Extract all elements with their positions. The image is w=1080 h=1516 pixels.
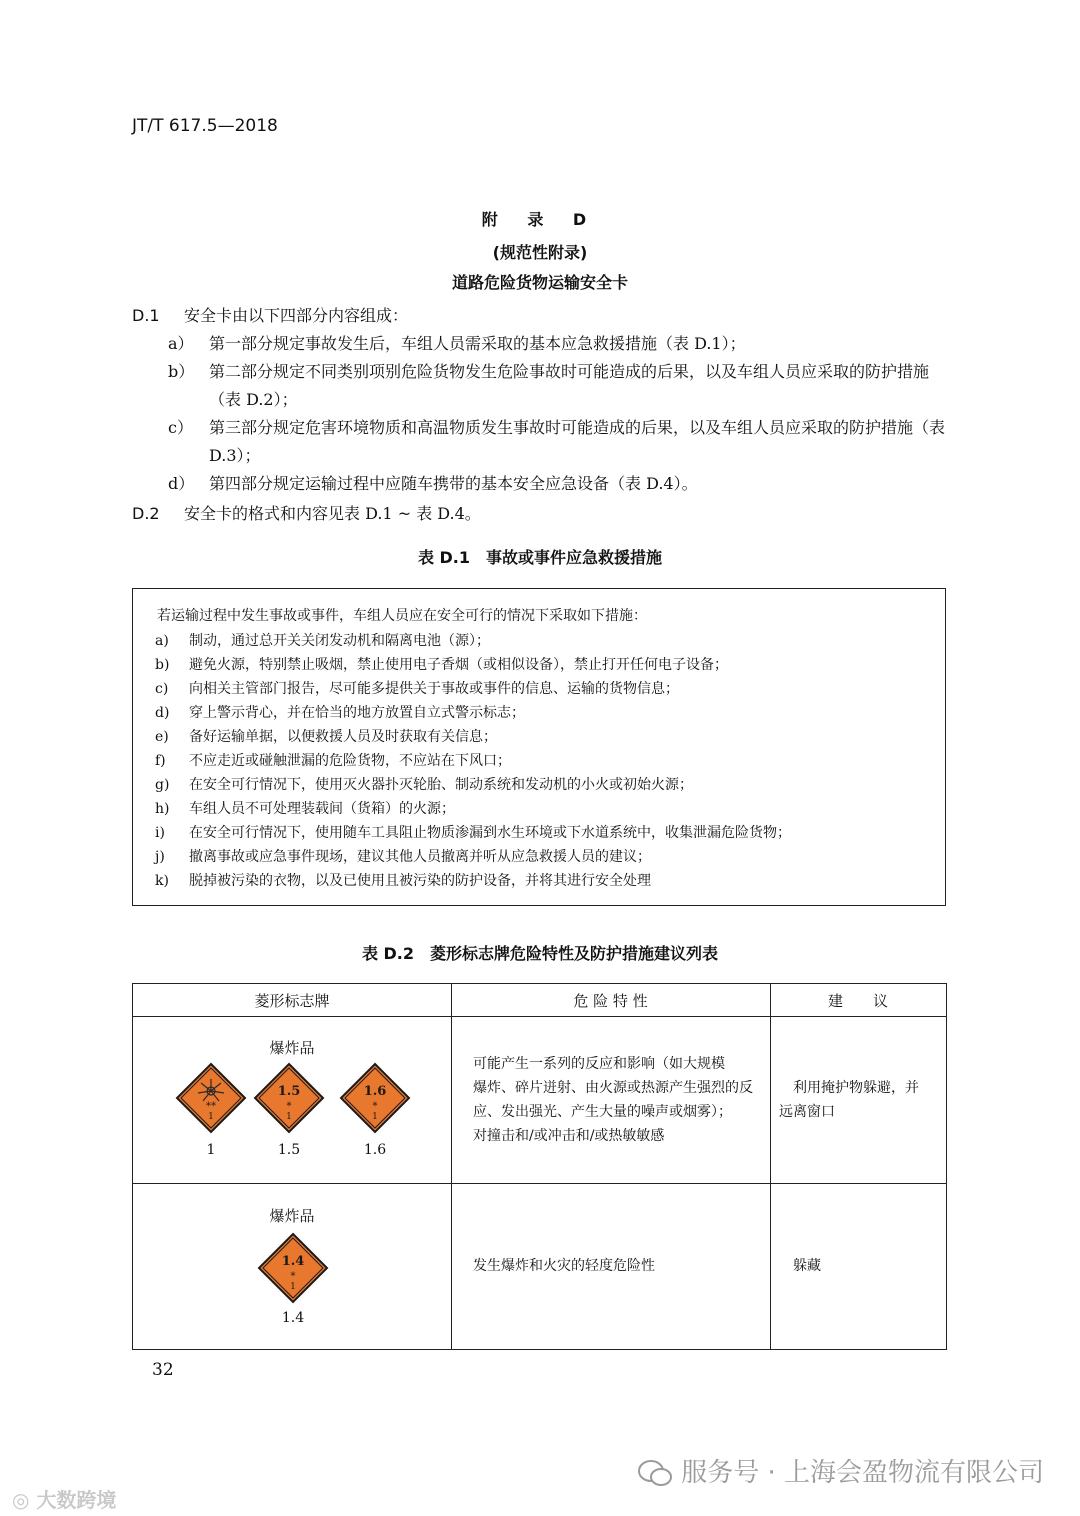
clause-d2	[132, 500, 481, 528]
measure-item	[155, 751, 511, 771]
diamond-caption: 1.4	[281, 1310, 305, 1326]
measure-label: c)	[155, 681, 169, 697]
diamond-division: 1.5	[277, 1084, 301, 1099]
placard-category: 爆炸品	[269, 1039, 315, 1057]
diamond-marks: *	[286, 1101, 292, 1112]
item-label: d）	[168, 474, 195, 493]
page-number: 32	[152, 1360, 174, 1380]
source-logo-icon: ◎	[12, 1488, 30, 1512]
row-divider	[133, 1183, 946, 1184]
advice-line: 躲藏	[793, 1258, 821, 1274]
chat-bubble-icon	[637, 1459, 673, 1489]
measure-text: 在安全可行情况下，使用灭火器扑灭轮胎、制动系统和发动机的小火或初始火源；	[189, 777, 693, 793]
measure-label: h)	[155, 801, 170, 817]
measure-text: 在安全可行情况下，使用随车工具阻止物质渗漏到水生环境或下水道系统中，收集泄漏危险货物；	[189, 825, 791, 841]
measure-text: 车组人员不可处理装载间（货箱）的火源；	[189, 801, 455, 817]
source-logo	[12, 1484, 116, 1513]
measure-text: 不应走近或碰触泄漏的危险货物，不应站在下风口；	[189, 753, 511, 769]
advice-line: 利用掩护物躲避，并	[793, 1080, 919, 1096]
hazard-line: 可能产生一系列的反应和影响（如大规模	[473, 1056, 725, 1072]
measure-text: 穿上警示背心，并在恰当的地方放置自立式警示标志；	[189, 705, 525, 721]
measure-label: k)	[155, 873, 169, 889]
watermark-text: 服务号 · 上海会盈物流有限公司	[681, 1458, 1044, 1488]
appendix-name: 道路危险货物运输安全卡	[451, 273, 628, 292]
appendix-subtitle: (规范性附录)	[492, 243, 588, 262]
diamond-class-number: 1	[290, 1282, 296, 1292]
table-d1-caption: 表 D.1 事故或事件应急救援措施	[417, 548, 663, 567]
diamond-class-number: 1	[372, 1112, 378, 1122]
item-text: 第三部分规定危害环境物质和高温物质发生事故时可能造成的后果，以及车组人员应采取的防护措施（表 D.3）；	[209, 418, 946, 465]
row-divider	[133, 1016, 946, 1017]
measure-item	[155, 655, 728, 675]
column-header: 建 议	[827, 992, 888, 1010]
explosive-diamond-1-icon	[175, 1062, 247, 1134]
appendix-title: 附 录 D	[481, 210, 599, 229]
diamond-marks: *	[372, 1101, 378, 1112]
clause-number: D.1	[132, 306, 160, 325]
item-label: c）	[168, 418, 193, 437]
clause-text: 安全卡由以下四部分内容组成：	[184, 306, 409, 325]
measure-label: a)	[155, 633, 169, 649]
source-logo-text: 大数跨境	[36, 1488, 117, 1512]
measure-label: g)	[155, 777, 170, 793]
measure-label: b)	[155, 657, 170, 673]
placard-category: 爆炸品	[269, 1207, 315, 1225]
measure-text: 撤离事故或应急事件现场，建议其他人员撤离并听从应急救援人员的建议；	[189, 849, 651, 865]
table-d2-caption: 表 D.2 菱形标志牌危险特性及防护措施建议列表	[361, 944, 719, 963]
list-item	[168, 470, 950, 498]
explosive-diamond-1-4-icon	[257, 1232, 329, 1304]
measure-item	[155, 703, 525, 723]
explosive-diamond-1-5-icon	[253, 1062, 325, 1134]
measure-item	[155, 799, 455, 819]
measure-text: 脱掉被污染的衣物，以及已使用且被污染的防护设备，并将其进行安全处理	[189, 873, 651, 889]
measure-label: i)	[155, 825, 165, 841]
item-label: b）	[168, 362, 195, 381]
document-id: JT/T 617.5—2018	[132, 116, 278, 136]
table-d1-box	[132, 588, 946, 906]
explosive-diamond-1-6-icon	[339, 1062, 411, 1134]
advice-line: 远离窗口	[779, 1104, 835, 1120]
diamond-marks: **	[206, 1101, 216, 1112]
diamond-class-number: 1	[286, 1112, 292, 1122]
diamond-division: 1.4	[281, 1254, 305, 1269]
measure-text: 制动，通过总开关关闭发动机和隔离电池（源）；	[189, 633, 490, 649]
item-text: 第二部分规定不同类别项别危险货物发生危险事故时可能造成的后果，以及车组人员应采取的防护措施（表 D.2）；	[209, 362, 930, 409]
measure-item	[155, 631, 490, 651]
item-text: 第一部分规定事故发生后，车组人员需采取的基本应急救援措施（表 D.1）；	[209, 334, 746, 353]
list-item	[168, 414, 950, 470]
measure-item	[155, 679, 679, 699]
diamond-caption: 1	[206, 1142, 216, 1158]
clause-number: D.2	[132, 504, 160, 523]
watermark	[637, 1452, 1044, 1489]
measure-item	[155, 727, 497, 747]
measure-label: j)	[155, 849, 165, 865]
hazard-line: 发生爆炸和火灾的轻度危险性	[473, 1258, 655, 1274]
hazard-line: 应、发出强光、产生大量的噪声或烟雾）；	[473, 1104, 732, 1120]
hazard-line: 爆炸、碎片迸射、由火源或热源产生强烈的反	[473, 1080, 753, 1096]
diamond-division: 1.6	[363, 1084, 387, 1099]
measure-item	[155, 775, 693, 795]
table-d2	[132, 983, 947, 1350]
measure-text: 备好运输单据，以便救援人员及时获取有关信息；	[189, 729, 497, 745]
column-header: 危 险 特 性	[573, 992, 648, 1010]
measure-item	[155, 847, 651, 867]
measure-label: f)	[155, 753, 166, 769]
item-label: a）	[168, 334, 194, 353]
measure-label: d)	[155, 705, 170, 721]
list-item	[168, 358, 950, 414]
measure-label: e)	[155, 729, 169, 745]
measure-item	[155, 871, 651, 891]
table-d1-intro: 若运输过程中发生事故或事件，车组人员应在安全可行的情况下采取如下措施：	[157, 608, 647, 624]
column-divider	[451, 984, 452, 1349]
measure-text: 避免火源，特别禁止吸烟，禁止使用电子香烟（或相似设备），禁止打开任何电子设备；	[189, 657, 728, 673]
clause-text: 安全卡的格式和内容见表 D.1 ~ 表 D.4。	[184, 504, 481, 523]
measure-item	[155, 823, 791, 843]
column-divider	[770, 984, 771, 1349]
measure-text: 向相关主管部门报告，尽可能多提供关于事故或事件的信息、运输的货物信息；	[189, 681, 679, 697]
diamond-class-number: 1	[208, 1112, 214, 1122]
clause-d1	[132, 302, 408, 330]
hazard-line: 对撞击和/或冲击和/或热敏敏感	[473, 1128, 665, 1144]
column-header: 菱形标志牌	[254, 992, 330, 1010]
item-text: 第四部分规定运输过程中应随车携带的基本安全应急设备（表 D.4）。	[209, 474, 698, 493]
list-item	[168, 330, 950, 358]
diamond-marks: *	[290, 1271, 296, 1282]
diamond-caption: 1.5	[277, 1142, 301, 1158]
diamond-caption: 1.6	[363, 1142, 387, 1158]
